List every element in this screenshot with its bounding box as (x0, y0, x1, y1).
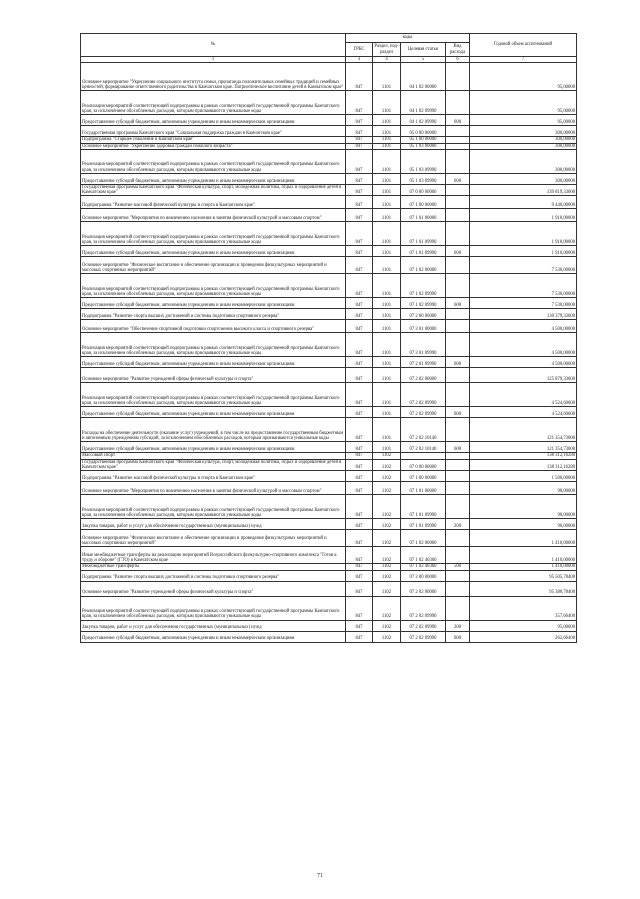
row-section: 1101 (373, 368, 401, 383)
row-name: Государственная программа Камчатского края "Физическая культура, спорт, молодежная политика, отдых и оздоровление детей в Камчатском крае" (81, 459, 346, 471)
row-target: 07 1 02 40360 (401, 564, 446, 570)
row-target: 07 2 02 09990 (401, 620, 446, 631)
table-row (81, 196, 577, 209)
row-amount: 1 910,00000 (470, 222, 577, 246)
row-section: 1101 (373, 196, 401, 209)
table-row (81, 620, 577, 631)
table-row (81, 246, 577, 257)
row-kind (446, 482, 470, 495)
row-amount: 7 530,00000 (470, 274, 577, 298)
row-grbs: 847 (346, 530, 373, 547)
row-section: 1101 (373, 143, 401, 149)
row-kind (446, 222, 470, 246)
table-row (81, 519, 577, 530)
row-kind (446, 257, 470, 274)
row-grbs: 847 (346, 246, 373, 257)
row-section: 1101 (373, 257, 401, 274)
row-grbs: 847 (346, 547, 373, 564)
table-row (81, 368, 577, 383)
row-grbs: 847 (346, 596, 373, 620)
table-row (81, 383, 577, 407)
row-kind: 600 (446, 631, 470, 642)
row-section: 1101 (373, 222, 401, 246)
row-grbs: 847 (346, 320, 373, 333)
row-amount: 4 500,00000 (470, 357, 577, 368)
row-section: 1101 (373, 173, 401, 184)
row-name: Расходы на обеспечение деятельности (оказание услуг) учреждений, в том числе на предоставление государственным бюджетным и автономным учреждениям субсидий, за исключением обособленных расходов, которым присваиваются уникальные коды (81, 418, 346, 442)
row-amount: 130 379,33600 (470, 309, 577, 320)
row-name: Межбюджетные трансферты (81, 564, 346, 570)
row-name: Основное мероприятие "Укрепление социального института семьи, пропаганда положительных семейных традиций и семейных ценностей, формирование ответственного родительства в Камчатском крае. Патриотическое воспитание детей в Камчатском крае" (81, 63, 346, 91)
header-codes: коды (346, 34, 470, 43)
row-name: Подпрограмма "Развитие массовой физической культуры и спорта в Камчатском крае" (81, 196, 346, 209)
row-amount: 4 500,00000 (470, 333, 577, 357)
table-row (81, 91, 577, 115)
row-kind (446, 320, 470, 333)
row-name: Закупка товаров, работ и услуг для обеспечения государственных (муниципальных) нужд (81, 620, 346, 631)
row-amount: 9 440,00000 (470, 196, 577, 209)
row-grbs: 847 (346, 495, 373, 519)
row-amount: 357,66400 (470, 596, 577, 620)
row-section: 1101 (373, 357, 401, 368)
row-section: 1102 (373, 631, 401, 642)
table-row (81, 357, 577, 368)
table-row (81, 442, 577, 453)
row-grbs: 847 (346, 196, 373, 209)
row-section: 1101 (373, 91, 401, 115)
row-target: 07 1 02 09990 (401, 274, 446, 298)
row-grbs: 847 (346, 209, 373, 222)
row-kind (446, 209, 470, 222)
col-num: 7 (470, 57, 577, 63)
row-target: 07 1 01 09990 (401, 246, 446, 257)
row-name: Предоставление субсидий бюджетным, автономным учреждениям и иным некоммерческим организациям (81, 246, 346, 257)
row-section: 1102 (373, 453, 401, 459)
row-section: 1101 (373, 298, 401, 309)
row-grbs: 847 (346, 149, 373, 173)
header-grbs: ГРБС (346, 43, 373, 57)
row-amount: 125 879,33600 (470, 368, 577, 383)
row-name: Массовый спорт (81, 453, 346, 459)
row-target: 04 1 02 09990 (401, 91, 446, 115)
page-number: 71 (317, 873, 323, 879)
row-section: 1101 (373, 149, 401, 173)
row-grbs: 847 (346, 173, 373, 184)
table-row (81, 126, 577, 137)
row-amount: 1 500,00000 (470, 471, 577, 482)
row-amount: 1 410,00000 (470, 530, 577, 547)
col-num: 5 (401, 57, 446, 63)
row-target: 07 2 02 10140 (401, 418, 446, 442)
row-target: 07 2 01 09990 (401, 333, 446, 357)
row-amount: 4 500,00000 (470, 320, 577, 333)
row-target: 07 1 02 09990 (401, 298, 446, 309)
row-name: Основное мероприятие "Развитие учреждений сферы физической культуры и спорта" (81, 581, 346, 596)
row-kind (446, 547, 470, 564)
table-row (81, 333, 577, 357)
row-amount: 121 354,73000 (470, 418, 577, 442)
row-kind: 600 (446, 357, 470, 368)
row-amount: 121 354,73000 (470, 442, 577, 453)
row-amount: 4 524,60600 (470, 407, 577, 418)
row-kind (446, 309, 470, 320)
table-body (81, 63, 577, 642)
row-grbs: 847 (346, 581, 373, 596)
row-target: 07 2 02 09990 (401, 596, 446, 620)
row-grbs: 847 (346, 564, 373, 570)
row-grbs: 847 (346, 482, 373, 495)
row-grbs: 847 (346, 459, 373, 471)
row-name: Реализация мероприятий соответствующей подпрограммы в рамках соответствующей государственной программы Камчатского края, за исключением обособленных расходов, которым присваиваются уникальные коды (81, 222, 346, 246)
row-kind (446, 530, 470, 547)
row-kind (446, 596, 470, 620)
row-name: Реализация мероприятий соответствующей подпрограммы в рамках соответствующей государственной программы Камчатского края, за исключением обособленных расходов, которым присваиваются уникальные коды (81, 495, 346, 519)
row-name: Государственная программа Камчатского края "Социальная поддержка граждан в Камчатском крае" (81, 126, 346, 137)
row-amount: 1 410,00000 (470, 564, 577, 570)
row-section: 1101 (373, 63, 401, 91)
row-target: 07 1 02 00000 (401, 530, 446, 547)
row-name: Подпрограмма "Развитие массовой физической культуры и спорта в Камчатском крае" (81, 471, 346, 482)
row-grbs: 847 (346, 453, 373, 459)
row-target: 05 1 03 00000 (401, 143, 446, 149)
row-kind (446, 581, 470, 596)
row-amount: 95,00000 (470, 91, 577, 115)
row-kind (446, 459, 470, 471)
row-section: 1102 (373, 596, 401, 620)
row-name: Государственная программа Камчатского края "Физическая культура, спорт, молодежная политика, отдых и оздоровление детей в Камчатском крае" (81, 184, 346, 196)
row-kind: 600 (446, 246, 470, 257)
table-row (81, 257, 577, 274)
row-target: 07 0 00 00000 (401, 459, 446, 471)
row-kind: 200 (446, 519, 470, 530)
row-grbs: 847 (346, 407, 373, 418)
row-target: 07 1 01 00000 (401, 482, 446, 495)
row-grbs: 847 (346, 368, 373, 383)
row-target: 04 1 02 09990 (401, 115, 446, 126)
row-amount: 138 312,16280 (470, 453, 577, 459)
row-target: 05 1 03 09990 (401, 149, 446, 173)
row-name: Реализация мероприятий соответствующей подпрограммы в рамках соответствующей государственной программы Камчатского края, за исключением обособленных расходов, которым присваиваются уникальные коды (81, 149, 346, 173)
table-row (81, 631, 577, 642)
row-kind (446, 383, 470, 407)
table-row (81, 495, 577, 519)
row-section: 1102 (373, 564, 401, 570)
row-kind: 600 (446, 173, 470, 184)
row-target: 07 0 00 00000 (401, 184, 446, 196)
row-section: 1101 (373, 126, 401, 137)
row-name: Подпрограмма "Старшее поколение в Камчатском крае" (81, 137, 346, 143)
table-row (81, 482, 577, 495)
table-row (81, 570, 577, 581)
header-section: Раздел, под-раздел (374, 44, 399, 55)
table-header (81, 34, 577, 63)
row-kind (446, 184, 470, 196)
row-amount: 139 819,33600 (470, 184, 577, 196)
row-section: 1102 (373, 570, 401, 581)
row-amount: 262,66400 (470, 631, 577, 642)
table-row (81, 63, 577, 91)
row-amount: 300,00000 (470, 126, 577, 137)
row-section: 1102 (373, 547, 401, 564)
table-row (81, 459, 577, 471)
row-section: 1101 (373, 333, 401, 357)
row-grbs: 847 (346, 383, 373, 407)
table-row (81, 581, 577, 596)
header-target: Целевая статья (401, 43, 446, 57)
row-target: 07 1 00 00000 (401, 196, 446, 209)
row-section: 1101 (373, 407, 401, 418)
row-target: 07 2 01 00000 (401, 320, 446, 333)
row-name: Реализация мероприятий соответствующей подпрограммы в рамках соответствующей государственной программы Камчатского края, за исключением обособленных расходов, которым присваиваются уникальные коды (81, 596, 346, 620)
row-kind: 600 (446, 115, 470, 126)
row-section: 1102 (373, 519, 401, 530)
row-amount: 7 530,00000 (470, 298, 577, 309)
row-section: 1102 (373, 482, 401, 495)
row-section: 1101 (373, 184, 401, 196)
row-grbs: 847 (346, 274, 373, 298)
row-grbs: 847 (346, 418, 373, 442)
row-name: Реализация мероприятий соответствующей подпрограммы в рамках соответствующей государственной программы Камчатского края, за исключением обособленных расходов, которым присваиваются уникальные коды (81, 383, 346, 407)
row-name: Подпрограмма "Развитие спорта высших достижений и системы подготовки спортивного резерва" (81, 309, 346, 320)
row-name: Основное мероприятие "Обеспечение спортивной подготовки спортсменов высокого класса и спортивного резерва" (81, 320, 346, 333)
col-num: 3 (346, 57, 373, 63)
header-kind: Вид расхода (446, 43, 470, 57)
table-row (81, 596, 577, 620)
table-row (81, 115, 577, 126)
header-no: № (81, 34, 346, 57)
row-name: Закупка товаров, работ и услуг для обеспечения государственных (муниципальных) нужд (81, 519, 346, 530)
row-target: 05 0 00 00000 (401, 126, 446, 137)
row-target: 07 2 02 09990 (401, 383, 446, 407)
row-section: 1101 (373, 274, 401, 298)
row-section: 1102 (373, 495, 401, 519)
row-section: 1101 (373, 383, 401, 407)
row-name: Предоставление субсидий бюджетным, автономным учреждениям и иным некоммерческим организациям (81, 631, 346, 642)
row-amount: 4 524,60600 (470, 383, 577, 407)
row-name: Основное мероприятие "Развитие учреждений сферы физической культуры и спорта" (81, 368, 346, 383)
row-name: Основное мероприятие "Мероприятия по вовлечению населения в занятия физической культурой и массовым спортом" (81, 209, 346, 222)
row-section: 1101 (373, 209, 401, 222)
row-section: 1102 (373, 530, 401, 547)
row-grbs: 847 (346, 519, 373, 530)
row-kind (446, 368, 470, 383)
table-row (81, 173, 577, 184)
row-name: Иные межбюджетные трансферты на реализацию мероприятий Всероссийского физкультурно-спортивного комплекса "Готов к труду и обороне" (ГТО) в Камчатском крае (81, 547, 346, 564)
row-grbs: 847 (346, 442, 373, 453)
row-grbs: 847 (346, 309, 373, 320)
row-name: Предоставление субсидий бюджетным, автономным учреждениям и иным некоммерческим организациям (81, 173, 346, 184)
col-num: 6 (446, 57, 470, 63)
table-row (81, 547, 577, 564)
table-row (81, 530, 577, 547)
row-target: 07 1 00 00000 (401, 471, 446, 482)
table-row (81, 184, 577, 196)
row-amount: 90,00000 (470, 495, 577, 519)
row-amount: 95,00000 (470, 620, 577, 631)
row-grbs: 847 (346, 222, 373, 246)
row-target: 05 1 03 09990 (401, 173, 446, 184)
row-grbs: 847 (346, 357, 373, 368)
row-amount: 95,00000 (470, 63, 577, 91)
table-row (81, 471, 577, 482)
col-num: 4 (373, 57, 401, 63)
row-name: Реализация мероприятий соответствующей подпрограммы в рамках соответствующей государственной программы Камчатского края, за исключением обособленных расходов, которым присваиваются уникальные коды (81, 333, 346, 357)
row-section: 1101 (373, 418, 401, 442)
row-grbs: 847 (346, 333, 373, 357)
row-kind: 600 (446, 442, 470, 453)
row-amount: 7 530,00000 (470, 257, 577, 274)
row-target: 07 2 01 09990 (401, 357, 446, 368)
table-row (81, 418, 577, 442)
row-grbs: 847 (346, 63, 373, 91)
row-target: 07 2 00 00000 (401, 570, 446, 581)
row-amount: 300,00000 (470, 137, 577, 143)
row-kind (446, 196, 470, 209)
row-section: 1101 (373, 246, 401, 257)
row-name: Предоставление субсидий бюджетным, автономным учреждениям и иным некоммерческим организациям (81, 442, 346, 453)
row-amount: 1 910,00000 (470, 209, 577, 222)
row-section: 1101 (373, 137, 401, 143)
row-target: 07 2 02 09990 (401, 631, 446, 642)
row-section: 1101 (373, 320, 401, 333)
row-section: 1101 (373, 309, 401, 320)
row-grbs: 847 (346, 115, 373, 126)
row-kind (446, 149, 470, 173)
row-section: 1102 (373, 581, 401, 596)
row-amount: 90,00000 (470, 482, 577, 495)
row-amount: 90,00000 (470, 519, 577, 530)
row-target: 04 1 02 00000 (401, 63, 446, 91)
header-amount: Годовой объем ассигнований (470, 34, 577, 57)
row-amount: 95,00000 (470, 115, 577, 126)
row-amount: 138 312,16280 (470, 459, 577, 471)
row-target: 07 2 02 09990 (401, 407, 446, 418)
table-row (81, 149, 577, 173)
table-row (81, 320, 577, 333)
row-kind (446, 495, 470, 519)
row-kind: 500 (446, 564, 470, 570)
row-grbs: 847 (346, 137, 373, 143)
row-grbs: 847 (346, 471, 373, 482)
row-section: 1102 (373, 620, 401, 631)
row-name: Основное мероприятие "Физическое воспитание и обеспечение организации и проведения физкультурных мероприятий и массовых спортивных мероприятий" (81, 257, 346, 274)
row-target: 07 1 01 09990 (401, 519, 446, 530)
row-kind (446, 63, 470, 91)
row-amount: 95 505,78400 (470, 570, 577, 581)
row-name: Основное мероприятие "Укрепление здоровья граждан пожилого возраста" (81, 143, 346, 149)
row-name: Подпрограмма "Развитие спорта высших достижений и системы подготовки спортивного резерва" (81, 570, 346, 581)
table-row (81, 309, 577, 320)
row-kind: 600 (446, 407, 470, 418)
row-grbs: 847 (346, 257, 373, 274)
row-section: 1102 (373, 471, 401, 482)
row-target: 07 2 00 00000 (401, 309, 446, 320)
row-kind (446, 333, 470, 357)
row-target: 07 2 02 00000 (401, 581, 446, 596)
table-row (81, 274, 577, 298)
row-target: 07 2 02 00000 (401, 368, 446, 383)
row-amount: 300,00000 (470, 173, 577, 184)
row-grbs: 847 (346, 570, 373, 581)
row-grbs: 847 (346, 631, 373, 642)
row-kind (446, 126, 470, 137)
row-grbs: 847 (346, 620, 373, 631)
table-row (81, 407, 577, 418)
row-target: 05 1 00 00000 (401, 137, 446, 143)
table-row (81, 298, 577, 309)
row-section: 1101 (373, 442, 401, 453)
row-grbs: 847 (346, 91, 373, 115)
table-row (81, 209, 577, 222)
row-name: Реализация мероприятий соответствующей подпрограммы в рамках соответствующей государственной программы Камчатского края, за исключением обособленных расходов, которым присваиваются уникальные коды (81, 274, 346, 298)
row-name: Предоставление субсидий бюджетным, автономным учреждениям и иным некоммерческим организациям (81, 407, 346, 418)
row-grbs: 847 (346, 184, 373, 196)
row-target: 07 1 02 40360 (401, 547, 446, 564)
row-target: 07 1 01 00000 (401, 209, 446, 222)
row-name: Основное мероприятие "Физическое воспитание и обеспечение организации и проведения физкультурных мероприятий и массовых спортивных мероприятий" (81, 530, 346, 547)
row-target: 07 2 02 10140 (401, 442, 446, 453)
row-grbs: 847 (346, 126, 373, 137)
row-section: 1102 (373, 459, 401, 471)
row-target: 07 1 01 09990 (401, 222, 446, 246)
col-num: 1 (81, 57, 346, 63)
table-row (81, 222, 577, 246)
row-amount: 1 410,00000 (470, 547, 577, 564)
row-section: 1101 (373, 115, 401, 126)
row-kind (446, 274, 470, 298)
row-amount: 300,00000 (470, 143, 577, 149)
row-kind (446, 570, 470, 581)
row-name: Предоставление субсидий бюджетным, автономным учреждениям и иным некоммерческим организациям (81, 115, 346, 126)
row-kind (446, 91, 470, 115)
row-kind: 600 (446, 298, 470, 309)
row-kind: 200 (446, 620, 470, 631)
row-kind (446, 471, 470, 482)
row-target: 07 1 02 00000 (401, 257, 446, 274)
row-target: 07 1 01 09990 (401, 495, 446, 519)
row-name: Предоставление субсидий бюджетным, автономным учреждениям и иным некоммерческим организациям (81, 357, 346, 368)
row-grbs: 847 (346, 143, 373, 149)
row-grbs: 847 (346, 298, 373, 309)
row-amount: 1 910,00000 (470, 246, 577, 257)
row-kind (446, 418, 470, 442)
budget-table (80, 33, 577, 643)
row-amount: 300,00000 (470, 149, 577, 173)
row-name: Предоставление субсидий бюджетным, автономным учреждениям и иным некоммерческим организациям (81, 298, 346, 309)
row-amount: 95 380,78400 (470, 581, 577, 596)
row-name: Основное мероприятие "Мероприятия по вовлечению населения в занятия физической культурой и массовым спортом" (81, 482, 346, 495)
row-name: Реализация мероприятий соответствующей подпрограммы в рамках соответствующей государственной программы Камчатского края, за исключением обособленных расходов, которым присваиваются уникальные коды (81, 91, 346, 115)
